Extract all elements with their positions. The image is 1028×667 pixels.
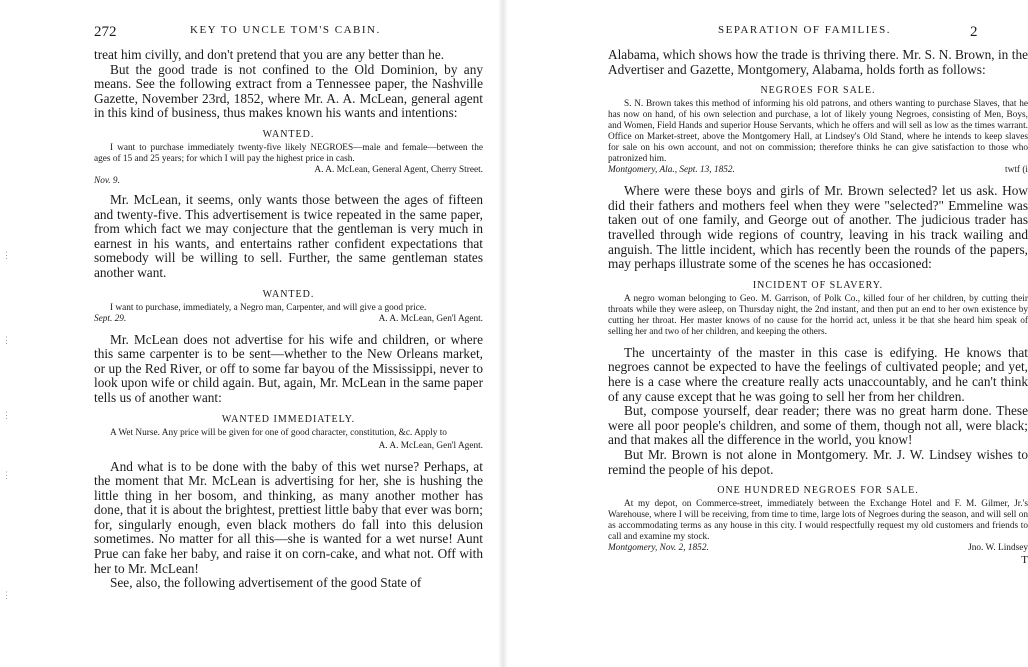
ad-heading: INCIDENT OF SLAVERY. xyxy=(752,279,884,291)
left-running-head: KEY TO UNCLE TOM'S CABIN. xyxy=(190,24,381,36)
right-page-number: 2 xyxy=(970,24,978,40)
margin-mark: ⋮ xyxy=(2,470,11,480)
ad-date: Montgomery, Ala., Sept. 13, 1852. xyxy=(608,165,735,176)
paragraph: And what is to be done with the baby of this wet nurse? Perhaps, at the moment that Mr. McLean is advertising for her, she is hushing the little thing in her bosom, and thinking, as many another mother has done, that it is about the brightest, prettiest little baby that ever was born; for, singularly enough, even black mothers do fall into this delusion sometimes. No matter for all this—she is wanted for a wet nurse! Aunt Prue can fake her baby, and raise it on corn-cake, and what not. Off with her to Mr. McLean! xyxy=(94,458,483,576)
paragraph: But, compose yourself, dear reader; there was no great harm done. These were all poor people's children, and some of them, though not all, were black; and that makes all the difference in the world, you know! xyxy=(608,403,1028,448)
paragraph: See, also, the following advertisement of the good State of xyxy=(110,575,422,591)
ad-trail: T xyxy=(1021,554,1028,567)
paragraph: treat him civilly, and don't pretend that you are any better than he. xyxy=(94,47,445,62)
ad-body: A negro woman belonging to Geo. M. Garrison, of Polk Co., killed four of her children, by cutting their throats while they were asleep, on Thursday night, the 2nd instant, and then put an end to her own existence by cutting her throat. Her master knows of no cause for the horrid act, unless it be that she heard him speak of selling her and two of her children, and keeping the others. xyxy=(608,293,1028,337)
ad-footer xyxy=(608,165,1028,176)
paragraph: Mr. McLean does not advertise for his wife and children, or where this same carpenter is to be sent—whether to the New Orleans market, or up the Red River, or off to some far bayou of the Mississippi, never to look upon wife or child again. But, again, Mr. McLean in the same paper tells us of another want: xyxy=(94,331,483,405)
ad-body: I want to purchase, immediately, a Negro man, Carpenter, and will give a good price. xyxy=(110,302,427,313)
margin-mark: ⋮ xyxy=(2,590,11,600)
ad-footer xyxy=(608,543,1028,554)
right-page xyxy=(508,0,1028,667)
paragraph: Alabama, which shows how the trade is thriving there. Mr. S. N. Brown, in the Advertiser and Gazette, Montgomery, Alabama, holds forth as follows: xyxy=(608,47,1028,77)
margin-mark: ⋮ xyxy=(2,250,11,260)
ad-date: Sept. 29. xyxy=(94,313,127,324)
ad-body: At my depot, on Commerce-street, immediately between the Exchange Hotel and F. M. Gilmer, Jr.'s Warehouse, where I will be receiving, from time to time, large lots of Negroes during the season, and will sell on as accommodating terms as any house in this city. I would respectfully request my old customers and friends to call and examine my stock. xyxy=(608,499,1028,543)
ad-heading: WANTED. xyxy=(262,288,315,300)
book-gutter xyxy=(498,0,508,667)
ad-body: S. N. Brown takes this method of informing his old patrons, and others wanting to purchase Slaves, that he has now on hand, of his own selection and purchase, a lot of likely young Negroes, consisting of Men, Boys, and Women, Field Hands and superior House Servants, which he offers and will sell as low as the times warrant. Office on Market-street, above the Montgomery Hall, at Lindsey's Old Stand, where he intends to keep slaves for sale on his own account, and not on commission; therefore thinks he can give satisfaction to those who patronized him. xyxy=(608,99,1028,165)
left-text-column xyxy=(94,48,483,591)
ad-heading: WANTED IMMEDIATELY. xyxy=(221,413,356,425)
right-text-column xyxy=(608,48,1028,566)
ad-body: I want to purchase immediately twenty-five likely NEGROES—male and female—between the ages of 15 and 25 years; for which I will pay the highest price in cash. xyxy=(94,142,483,164)
margin-mark: ⋮ xyxy=(2,335,11,345)
ad-body: A Wet Nurse. Any price will be given for one of good character, constitution, &c. Apply to xyxy=(110,427,447,438)
ad-footer xyxy=(94,314,483,325)
paragraph: Where were these boys and girls of Mr. Brown selected? let us ask. How did their fathers and mothers feel when they were "selected?" Emmeline was taken out of one family, and George out of another. The judicious trader has travelled through wide regions of country, leaving in his track wailing and anguish. The little incident, which has recently been the rounds of the papers, may perhaps illustrate some of the scenes he has occasioned: xyxy=(608,183,1028,272)
margin-mark: ⋮ xyxy=(2,410,11,420)
ad-heading: NEGROES FOR SALE. xyxy=(760,85,876,97)
paragraph: Mr. McLean, it seems, only wants those between the ages of fifteen and twenty-five. This advertisement is twice repeated in the same paper, from which fact we may conjecture that the gentleman is very much in earnest in his wants, and entertains rather confident expectations that somebody will be willing to sell. Further, the same gentleman states another want. xyxy=(94,191,483,280)
left-page xyxy=(0,0,498,667)
ad-signature: A. A. McLean, Gen'l Agent. xyxy=(378,440,483,451)
ad-date: Nov. 9. xyxy=(94,175,120,186)
paragraph: But Mr. Brown is not alone in Montgomery. Mr. J. W. Lindsey wishes to remind the people of his depot. xyxy=(608,446,1028,477)
ad-signature: A. A. McLean, Gen'l Agent. xyxy=(378,313,483,324)
paragraph: The uncertainty of the master in this case is edifying. He knows that negroes cannot be expected to have the feelings of cultivated people; and yet, here is a case where the creature really acts unaccountably, and he can't think of any cause except that he was going to sell her from her children. xyxy=(608,344,1028,404)
ad-signature: Jno. W. Lindsey xyxy=(968,543,1028,554)
left-page-number: 272 xyxy=(94,24,117,40)
ad-heading: WANTED. xyxy=(262,128,315,140)
ad-trail: twtf (i xyxy=(1005,165,1028,176)
right-running-head: SEPARATION OF FAMILIES. xyxy=(718,24,891,36)
ad-date: Montgomery, Nov. 2, 1852. xyxy=(608,543,709,554)
paragraph: But the good trade is not confined to the Old Dominion, by any means. See the following extract from a Tennessee paper, the Nashville Gazette, November 23rd, 1852, where Mr. A. A. McLean, general agent in this kind of business, thus makes known his wants and intentions: xyxy=(94,61,483,121)
ad-heading: ONE HUNDRED NEGROES FOR SALE. xyxy=(717,485,919,497)
ad-signature: A. A. McLean, General Agent, Cherry Street. xyxy=(314,164,483,175)
